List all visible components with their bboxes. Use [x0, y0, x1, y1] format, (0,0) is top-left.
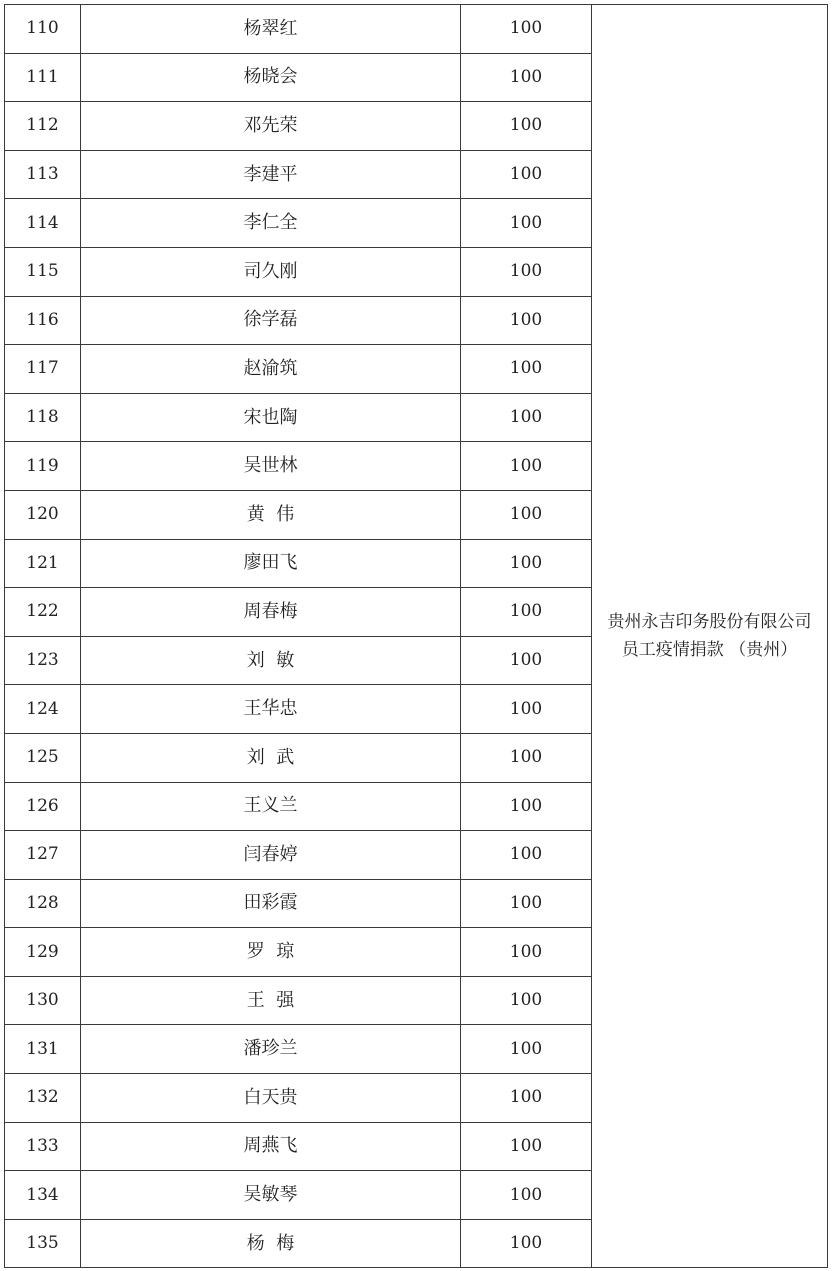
remark-line-purpose: 员工疫情捐款 （贵州） — [621, 640, 798, 661]
row-number-cell: 131 — [5, 1025, 81, 1074]
row-number-cell: 111 — [5, 53, 81, 102]
donor-name-cell: 李仁全 — [81, 199, 461, 248]
amount-cell: 100 — [461, 102, 592, 151]
amount-cell: 100 — [461, 1219, 592, 1268]
donor-name-cell: 吴世林 — [81, 442, 461, 491]
donor-name-cell: 罗 琼 — [81, 928, 461, 977]
amount-cell: 100 — [461, 1074, 592, 1123]
donor-name-cell: 刘 敏 — [81, 636, 461, 685]
row-number-cell: 117 — [5, 345, 81, 394]
donor-name-cell: 杨晓会 — [81, 53, 461, 102]
amount-cell: 100 — [461, 782, 592, 831]
donor-name-cell: 司久刚 — [81, 247, 461, 296]
amount-cell: 100 — [461, 636, 592, 685]
donor-name-cell: 周春梅 — [81, 588, 461, 637]
amount-cell: 100 — [461, 393, 592, 442]
row-number-cell: 126 — [5, 782, 81, 831]
amount-cell: 100 — [461, 442, 592, 491]
row-number-cell: 121 — [5, 539, 81, 588]
row-number-cell: 112 — [5, 102, 81, 151]
donor-name-cell: 王 强 — [81, 976, 461, 1025]
donor-name-cell: 黄 伟 — [81, 490, 461, 539]
amount-cell: 100 — [461, 296, 592, 345]
donor-name-cell: 田彩霞 — [81, 879, 461, 928]
row-number-cell: 110 — [5, 5, 81, 54]
row-number-cell: 119 — [5, 442, 81, 491]
amount-cell: 100 — [461, 588, 592, 637]
amount-cell: 100 — [461, 199, 592, 248]
amount-cell: 100 — [461, 831, 592, 880]
donor-name-cell: 宋也陶 — [81, 393, 461, 442]
row-number-cell: 133 — [5, 1122, 81, 1171]
row-number-cell: 124 — [5, 685, 81, 734]
row-number-cell: 122 — [5, 588, 81, 637]
amount-cell: 100 — [461, 1171, 592, 1220]
row-number-cell: 127 — [5, 831, 81, 880]
donor-name-cell: 赵渝筑 — [81, 345, 461, 394]
row-number-cell: 125 — [5, 733, 81, 782]
remark-cell — [592, 5, 828, 1268]
amount-cell: 100 — [461, 1025, 592, 1074]
donor-name-cell: 周燕飞 — [81, 1122, 461, 1171]
row-number-cell: 130 — [5, 976, 81, 1025]
donor-name-cell: 潘珍兰 — [81, 1025, 461, 1074]
row-number-cell: 114 — [5, 199, 81, 248]
row-number-cell: 118 — [5, 393, 81, 442]
amount-cell: 100 — [461, 1122, 592, 1171]
donor-name-cell: 杨翠红 — [81, 5, 461, 54]
donor-name-cell: 徐学磊 — [81, 296, 461, 345]
donor-name-cell: 王义兰 — [81, 782, 461, 831]
table-row — [5, 5, 828, 54]
remark-line-company: 贵州永吉印务股份有限公司 — [607, 612, 812, 633]
donation-table-body — [5, 5, 828, 1268]
amount-cell: 100 — [461, 5, 592, 54]
amount-cell: 100 — [461, 976, 592, 1025]
amount-cell: 100 — [461, 879, 592, 928]
donor-name-cell: 王华忠 — [81, 685, 461, 734]
row-number-cell: 135 — [5, 1219, 81, 1268]
amount-cell: 100 — [461, 733, 592, 782]
donor-name-cell: 廖田飞 — [81, 539, 461, 588]
donor-name-cell: 邓先荣 — [81, 102, 461, 151]
donor-name-cell: 白天贵 — [81, 1074, 461, 1123]
donation-table — [4, 4, 828, 1268]
row-number-cell: 128 — [5, 879, 81, 928]
amount-cell: 100 — [461, 345, 592, 394]
donor-name-cell: 杨 梅 — [81, 1219, 461, 1268]
amount-cell: 100 — [461, 539, 592, 588]
donor-name-cell: 闫春婷 — [81, 831, 461, 880]
row-number-cell: 120 — [5, 490, 81, 539]
row-number-cell: 123 — [5, 636, 81, 685]
row-number-cell: 116 — [5, 296, 81, 345]
donor-name-cell: 刘 武 — [81, 733, 461, 782]
donor-name-cell: 吴敏琴 — [81, 1171, 461, 1220]
row-number-cell: 132 — [5, 1074, 81, 1123]
row-number-cell: 134 — [5, 1171, 81, 1220]
amount-cell: 100 — [461, 928, 592, 977]
amount-cell: 100 — [461, 53, 592, 102]
row-number-cell: 113 — [5, 150, 81, 199]
row-number-cell: 129 — [5, 928, 81, 977]
donor-name-cell: 李建平 — [81, 150, 461, 199]
amount-cell: 100 — [461, 685, 592, 734]
amount-cell: 100 — [461, 490, 592, 539]
row-number-cell: 115 — [5, 247, 81, 296]
amount-cell: 100 — [461, 247, 592, 296]
amount-cell: 100 — [461, 150, 592, 199]
